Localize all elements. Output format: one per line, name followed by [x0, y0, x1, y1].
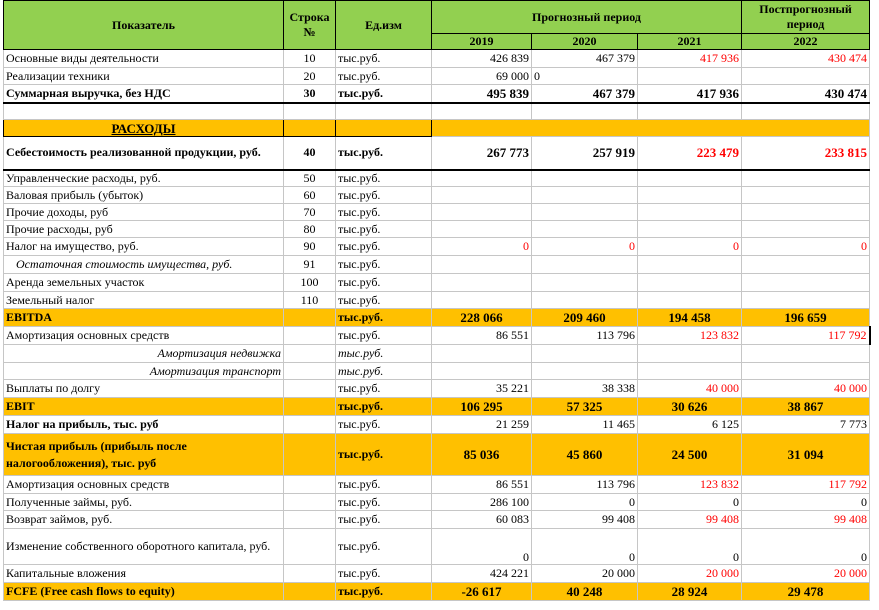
row-loan-repayment	[4, 511, 870, 529]
value-2022[interactable]: 430 474	[742, 85, 870, 103]
value-2019[interactable]: 267 773	[432, 137, 532, 170]
row-label[interactable]: Себестоимость реализованной продукции, руб.	[4, 137, 284, 170]
value-2021[interactable]: 123 832	[638, 476, 742, 494]
header-indicator[interactable]: Показатель	[4, 1, 284, 50]
row-line[interactable]: 30	[284, 85, 336, 103]
value-2020[interactable]: 40 248	[532, 583, 638, 601]
row-unit[interactable]: тыс.руб.	[336, 416, 432, 434]
header-forecast-period[interactable]: Прогнозный период	[432, 1, 742, 34]
value-2020[interactable]: 257 919	[532, 137, 638, 170]
row-unit[interactable]: тыс.руб.	[336, 292, 432, 309]
value-2021[interactable]: 30 626	[638, 398, 742, 416]
row-line[interactable]: 50	[284, 170, 336, 187]
row-label[interactable]: Капитальные вложения	[4, 565, 284, 583]
row-depreciation-transport	[4, 363, 870, 380]
row-unit[interactable]: тыс.руб.	[336, 434, 432, 476]
value-2020[interactable]: 11 465	[532, 416, 638, 434]
row-working-capital-change	[4, 529, 870, 565]
row-admin-expenses	[4, 170, 870, 187]
row-line[interactable]: 20	[284, 68, 336, 85]
row-unit[interactable]: тыс.руб.	[336, 274, 432, 292]
value-2020[interactable]: 467 379	[532, 85, 638, 103]
row-capital-investments	[4, 565, 870, 583]
value-2021[interactable]: 40 000	[638, 380, 742, 398]
row-depreciation-2	[4, 476, 870, 494]
value-2020[interactable]: 45 860	[532, 434, 638, 476]
value-2022[interactable]: 40 000	[742, 380, 870, 398]
row-loans-received	[4, 494, 870, 511]
row-label[interactable]: Земельный налог	[4, 292, 284, 309]
row-residual-property-value	[4, 256, 870, 274]
value-2021[interactable]: 223 479	[638, 137, 742, 170]
value-2020[interactable]: 467 379	[532, 50, 638, 68]
row-fcfe	[4, 583, 870, 601]
header-year-2019[interactable]: 2019	[432, 34, 532, 50]
row-unit[interactable]: тыс.руб.	[336, 137, 432, 170]
row-label[interactable]: EBIT	[4, 398, 284, 416]
row-unit[interactable]: тыс.руб.	[336, 398, 432, 416]
row-label[interactable]: Изменение собственного оборотного капитала, руб.	[4, 529, 284, 565]
row-label[interactable]: Амортизация основных средств	[4, 476, 284, 494]
row-line[interactable]: 10	[284, 50, 336, 68]
row-expenses-section	[4, 120, 870, 137]
header-line-number[interactable]: Строка №	[284, 1, 336, 50]
value-2019[interactable]: 86 551	[432, 476, 532, 494]
row-label[interactable]: Суммарная выручка, без НДС	[4, 85, 284, 103]
row-debt-payments	[4, 380, 870, 398]
value-2022[interactable]: 117 792	[742, 476, 870, 494]
row-label[interactable]: Прочие расходы, руб	[4, 221, 284, 238]
row-unit[interactable]: тыс.руб.	[336, 50, 432, 68]
value-2019[interactable]: 35 221	[432, 380, 532, 398]
row-label[interactable]: Чистая прибыль (прибыль после налогообложения), тыс. руб	[4, 434, 284, 476]
value-2019[interactable]: 85 036	[432, 434, 532, 476]
row-unit[interactable]: тыс.руб.	[336, 204, 432, 221]
row-ebit	[4, 398, 870, 416]
row-other-income	[4, 204, 870, 221]
value-2020[interactable]: 99 408	[532, 511, 638, 529]
value-2020[interactable]: 0	[532, 529, 638, 565]
row-label[interactable]: Реализации техники	[4, 68, 284, 85]
value-2019[interactable]: 0	[432, 238, 532, 256]
value-2022[interactable]: 0	[742, 238, 870, 256]
value-2019[interactable]: 60 083	[432, 511, 532, 529]
value-2022[interactable]: 0	[742, 494, 870, 511]
value-2022[interactable]: 196 659	[742, 309, 870, 327]
row-unit[interactable]: тыс.руб.	[336, 363, 432, 380]
value-2019[interactable]: 0	[432, 529, 532, 565]
value-2019[interactable]: -26 617	[432, 583, 532, 601]
row-line[interactable]: 90	[284, 238, 336, 256]
row-line[interactable]: 110	[284, 292, 336, 309]
value-2021[interactable]: 417 936	[638, 85, 742, 103]
row-unit[interactable]: тыс.руб.	[336, 529, 432, 565]
row-line[interactable]: 91	[284, 256, 336, 274]
value-2019[interactable]: 286 100	[432, 494, 532, 511]
row-main-activities	[4, 50, 870, 68]
value-2020[interactable]: 113 796	[532, 476, 638, 494]
value-2022[interactable]: 29 478	[742, 583, 870, 601]
value-2021[interactable]	[638, 68, 742, 85]
row-spacer	[4, 103, 870, 120]
value-2022[interactable]: 31 094	[742, 434, 870, 476]
value-2019[interactable]: 426 839	[432, 50, 532, 68]
row-unit[interactable]: тыс.руб.	[336, 68, 432, 85]
value-2021[interactable]: 0	[638, 529, 742, 565]
row-equipment-sales	[4, 68, 870, 85]
row-label[interactable]: Полученные займы, руб.	[4, 494, 284, 511]
row-net-profit	[4, 434, 870, 476]
value-2021[interactable]: 28 924	[638, 583, 742, 601]
row-other-expenses	[4, 221, 870, 238]
value-2022[interactable]: 7 773	[742, 416, 870, 434]
row-label[interactable]: Налог на имущество, руб.	[4, 238, 284, 256]
row-unit[interactable]: тыс.руб.	[336, 187, 432, 204]
value-2022[interactable]: 430 474	[742, 50, 870, 68]
value-2022[interactable]: 0	[742, 529, 870, 565]
value-2019[interactable]: 424 221	[432, 565, 532, 583]
row-property-tax	[4, 238, 870, 256]
value-2022[interactable]: 38 867	[742, 398, 870, 416]
row-ebitda	[4, 309, 870, 327]
row-label[interactable]: Выплаты по долгу	[4, 380, 284, 398]
header-unit[interactable]: Ед.изм	[336, 1, 432, 50]
value-2021[interactable]: 0	[638, 494, 742, 511]
row-depreciation	[4, 327, 870, 345]
value-2021[interactable]: 24 500	[638, 434, 742, 476]
value-2020[interactable]: 38 338	[532, 380, 638, 398]
row-unit[interactable]: тыс.руб.	[336, 256, 432, 274]
row-label[interactable]: Остаточная стоимость имущества, руб.	[4, 256, 284, 274]
row-gross-profit	[4, 187, 870, 204]
row-unit[interactable]: тыс.руб.	[336, 309, 432, 327]
value-2022[interactable]	[742, 68, 870, 85]
row-label[interactable]: Валовая прибыль (убыток)	[4, 187, 284, 204]
value-2021[interactable]: 0	[638, 238, 742, 256]
value-2020[interactable]: 0	[532, 68, 638, 85]
header-year-2020[interactable]: 2020	[532, 34, 638, 50]
row-unit[interactable]: тыс.руб.	[336, 170, 432, 187]
value-2019[interactable]: 228 066	[432, 309, 532, 327]
value-2021[interactable]: 6 125	[638, 416, 742, 434]
row-label[interactable]: Возврат займов, руб.	[4, 511, 284, 529]
value-2022-selected[interactable]: 117 792	[742, 327, 870, 345]
value-2022[interactable]: 233 815	[742, 137, 870, 170]
row-unit[interactable]: тыс.руб.	[336, 494, 432, 511]
row-line[interactable]: 100	[284, 274, 336, 292]
row-land-tax	[4, 292, 870, 309]
value-2020[interactable]: 57 325	[532, 398, 638, 416]
row-unit[interactable]: тыс.руб.	[336, 345, 432, 363]
value-2021[interactable]: 20 000	[638, 565, 742, 583]
row-profit-tax	[4, 416, 870, 434]
value-2020[interactable]: 209 460	[532, 309, 638, 327]
value-2021[interactable]: 194 458	[638, 309, 742, 327]
row-unit[interactable]: тыс.руб.	[336, 511, 432, 529]
value-2019[interactable]: 495 839	[432, 85, 532, 103]
row-label[interactable]: Амортизация основных средств	[4, 327, 284, 345]
value-2021[interactable]: 123 832	[638, 327, 742, 345]
row-label[interactable]: EBITDA	[4, 309, 284, 327]
header-post-forecast-period[interactable]: Постпрогнозный период	[742, 1, 870, 34]
row-label[interactable]: Амортизация недвижка	[4, 345, 284, 363]
section-title-expenses[interactable]: РАСХОДЫ	[4, 120, 284, 137]
row-label[interactable]: Налог на прибыль, тыс. руб	[4, 416, 284, 434]
header-year-2021[interactable]: 2021	[638, 34, 742, 50]
row-label[interactable]: Управленческие расходы, руб.	[4, 170, 284, 187]
row-total-revenue	[4, 85, 870, 103]
row-unit[interactable]: тыс.руб.	[336, 221, 432, 238]
value-2021[interactable]: 417 936	[638, 50, 742, 68]
row-cost-of-goods	[4, 137, 870, 170]
row-label[interactable]: Аренда земельных участок	[4, 274, 284, 292]
value-2019[interactable]: 86 551	[432, 327, 532, 345]
value-2021[interactable]: 99 408	[638, 511, 742, 529]
row-unit[interactable]: тыс.руб.	[336, 565, 432, 583]
value-2019[interactable]: 21 259	[432, 416, 532, 434]
row-label[interactable]: FCFE (Free cash flows to equity)	[4, 583, 284, 601]
value-2019[interactable]: 69 000	[432, 68, 532, 85]
row-unit[interactable]: тыс.руб.	[336, 476, 432, 494]
row-unit[interactable]: тыс.руб.	[336, 238, 432, 256]
row-line[interactable]: 80	[284, 221, 336, 238]
value-2020[interactable]: 0	[532, 238, 638, 256]
value-2022[interactable]: 99 408	[742, 511, 870, 529]
forecast-table	[3, 0, 871, 601]
value-2020[interactable]: 20 000	[532, 565, 638, 583]
row-unit[interactable]: тыс.руб.	[336, 583, 432, 601]
value-2020[interactable]: 0	[532, 494, 638, 511]
row-line[interactable]: 70	[284, 204, 336, 221]
row-depreciation-realestate	[4, 345, 870, 363]
header-row-1	[4, 1, 870, 34]
header-year-2022[interactable]: 2022	[742, 34, 870, 50]
row-unit[interactable]: тыс.руб.	[336, 380, 432, 398]
row-unit[interactable]: тыс.руб.	[336, 85, 432, 103]
value-2019[interactable]: 106 295	[432, 398, 532, 416]
value-2020[interactable]: 113 796	[532, 327, 638, 345]
row-unit[interactable]: тыс.руб.	[336, 327, 432, 345]
row-label[interactable]: Прочие доходы, руб	[4, 204, 284, 221]
row-land-lease	[4, 274, 870, 292]
row-label[interactable]: Основные виды деятельности	[4, 50, 284, 68]
row-label[interactable]: Амортизация транспорт	[4, 363, 284, 380]
row-line[interactable]: 60	[284, 187, 336, 204]
value-2022[interactable]: 20 000	[742, 565, 870, 583]
row-line[interactable]: 40	[284, 137, 336, 170]
